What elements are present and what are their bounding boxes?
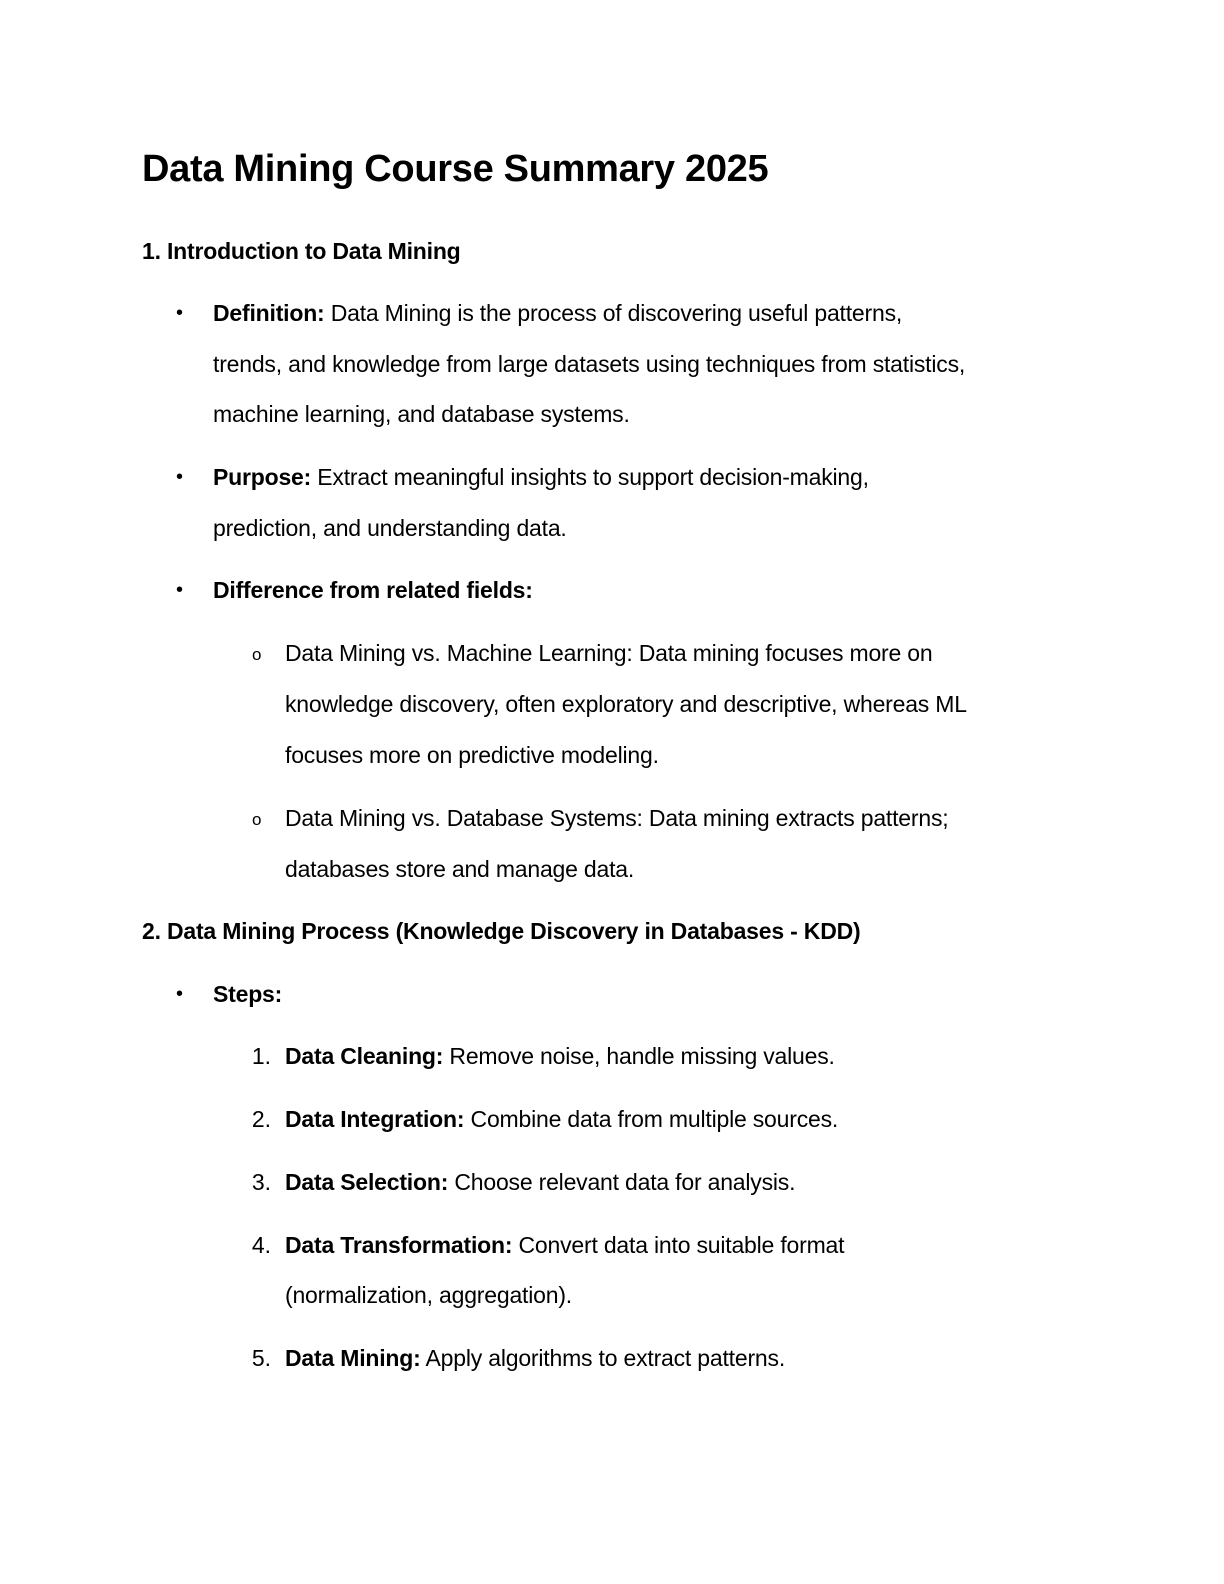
step-text: Apply algorithms to extract patterns. bbox=[420, 1345, 786, 1371]
subitem-ml-line-1: Data Mining vs. Machine Learning: Data mining focuses more on bbox=[285, 640, 933, 666]
step-text: Combine data from multiple sources. bbox=[464, 1106, 839, 1132]
step-number: 4. bbox=[251, 1232, 271, 1258]
purpose-text: Extract meaningful insights to support decision-making, bbox=[311, 464, 869, 490]
step-data-transformation-line-2: (normalization, aggregation). bbox=[285, 1282, 572, 1308]
step-data-selection bbox=[285, 1169, 795, 1196]
purpose-label: Purpose: bbox=[213, 464, 312, 490]
bullet-marker: • bbox=[176, 302, 184, 324]
step-text: Choose relevant data for analysis. bbox=[448, 1169, 796, 1195]
purpose-line-1 bbox=[213, 464, 869, 491]
definition-line-1 bbox=[213, 300, 902, 327]
purpose-line-2: prediction, and understanding data. bbox=[213, 515, 567, 541]
step-label: Data Cleaning: bbox=[285, 1043, 444, 1069]
step-text: Convert data into suitable format bbox=[512, 1232, 845, 1258]
step-number: 1. bbox=[251, 1043, 271, 1069]
page-title: Data Mining Course Summary 2025 bbox=[142, 148, 769, 190]
step-label: Data Transformation: bbox=[285, 1232, 513, 1258]
step-label: Data Mining: bbox=[285, 1345, 421, 1371]
bullet-marker: • bbox=[176, 579, 184, 601]
sub-bullet-marker: o bbox=[252, 645, 262, 664]
definition-line-2: trends, and knowledge from large datasets using techniques from statistics, bbox=[213, 351, 966, 377]
definition-text: Data Mining is the process of discovering useful patterns, bbox=[324, 300, 903, 326]
step-data-cleaning bbox=[285, 1043, 835, 1070]
step-label: Data Selection: bbox=[285, 1169, 449, 1195]
bullet-marker: • bbox=[176, 466, 184, 488]
section-heading-kdd: 2. Data Mining Process (Knowledge Discovery in Databases - KDD) bbox=[142, 918, 861, 944]
step-data-transformation bbox=[285, 1232, 844, 1259]
steps-line bbox=[213, 981, 282, 1008]
subitem-db-line-2: databases store and manage data. bbox=[285, 856, 635, 882]
step-data-mining bbox=[285, 1345, 785, 1372]
step-number: 3. bbox=[251, 1169, 271, 1195]
difference-label: Difference from related fields: bbox=[213, 577, 533, 603]
definition-line-3: machine learning, and database systems. bbox=[213, 401, 630, 427]
subitem-ml-line-3: focuses more on predictive modeling. bbox=[285, 742, 659, 768]
subitem-ml-line-2: knowledge discovery, often exploratory and descriptive, whereas ML bbox=[285, 691, 967, 717]
step-number: 5. bbox=[251, 1345, 271, 1371]
bullet-marker: • bbox=[176, 983, 184, 1005]
difference-line bbox=[213, 577, 533, 604]
step-number: 2. bbox=[251, 1106, 271, 1132]
section-heading-introduction: 1. Introduction to Data Mining bbox=[142, 238, 461, 264]
step-data-integration bbox=[285, 1106, 838, 1133]
step-label: Data Integration: bbox=[285, 1106, 465, 1132]
sub-bullet-marker: o bbox=[252, 810, 262, 829]
subitem-db-line-1: Data Mining vs. Database Systems: Data mining extracts patterns; bbox=[285, 805, 949, 831]
steps-label: Steps: bbox=[213, 981, 283, 1007]
definition-label: Definition: bbox=[213, 300, 325, 326]
step-text: Remove noise, handle missing values. bbox=[443, 1043, 835, 1069]
